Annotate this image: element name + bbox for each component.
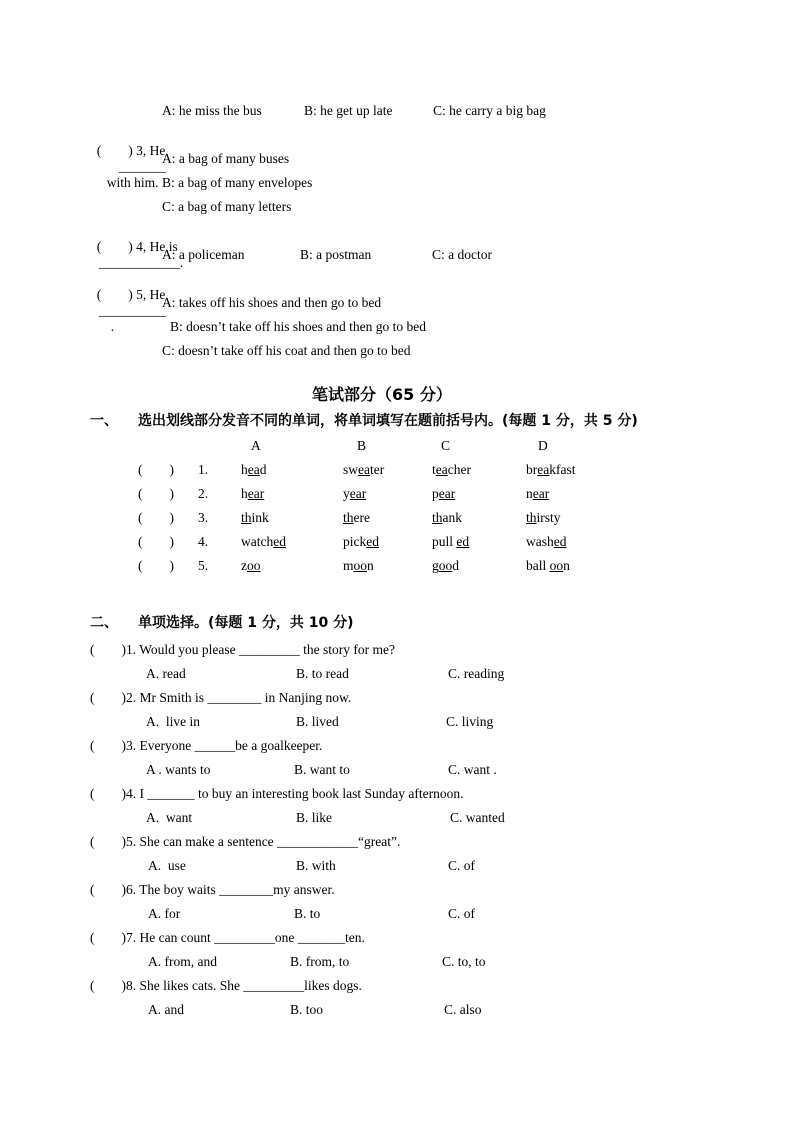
word-part: ere [353, 510, 370, 525]
underlined-letters: ed [456, 534, 470, 549]
section2-number: 二、 [90, 615, 118, 631]
item-number: 5. [198, 558, 209, 573]
word-part: n [563, 558, 570, 573]
choice-option-b[interactable]: B. want to [294, 762, 350, 777]
word-part: d [452, 558, 459, 573]
underlined-letters: ea [358, 462, 370, 477]
choice-option-c[interactable]: C. want . [448, 762, 497, 777]
word-option [343, 534, 379, 550]
underlined-letters: th [526, 510, 537, 525]
q4-blank[interactable]: ____________. [98, 255, 184, 270]
word-option [526, 486, 549, 502]
word-part: n [526, 486, 533, 501]
column-header-d: D [538, 438, 548, 453]
word-part: pick [343, 534, 367, 549]
word-part: n [367, 558, 374, 573]
word-part: sw [343, 462, 359, 477]
word-part: cher [447, 462, 471, 477]
word-part: t [432, 462, 436, 477]
section1-title: 选出划线部分发音不同的单词，将单词填写在题前括号内。(每题 1 分，共 5 分) [138, 413, 638, 429]
q3-tail: with him. [106, 175, 159, 190]
word-part: h [241, 486, 248, 501]
item-number: 3. [198, 510, 209, 525]
choice-option-b[interactable]: B. too [290, 1002, 324, 1017]
q4-option-c: C: a doctor [432, 247, 492, 262]
word-part: ball [526, 558, 550, 573]
word-option [241, 486, 264, 502]
word-part: watch [241, 534, 274, 549]
word-option [432, 510, 462, 526]
word-option [343, 462, 384, 478]
underlined-letters: ed [273, 534, 286, 549]
item-number: 2. [198, 486, 209, 501]
choice-option-c[interactable]: C. of [448, 906, 475, 921]
q2-option-a: A: he miss the bus [162, 103, 262, 118]
q4-option-b: B: a postman [300, 247, 372, 262]
choice-option-a[interactable]: A. read [146, 666, 186, 681]
q5-stem [90, 271, 166, 335]
word-part: kfast [549, 462, 576, 477]
item-number: 1. [198, 462, 209, 477]
q2-option-c: C: he carry a big bag [433, 103, 546, 118]
underlined-letters: ea [435, 462, 448, 477]
word-option [343, 510, 370, 526]
underlined-letters: ed [553, 534, 567, 549]
underlined-letters: ear [247, 486, 265, 501]
underlined-letters: oo [353, 558, 368, 573]
choice-option-a[interactable]: A. and [148, 1002, 184, 1017]
choice-option-a[interactable]: A. want [146, 810, 193, 825]
choice-option-c[interactable]: C. also [444, 1002, 482, 1017]
section1-number: 一、 [90, 413, 118, 429]
q3-option-c: C: a bag of many letters [162, 199, 292, 214]
q5-option-a: A: takes off his shoes and then go to bed [162, 295, 382, 310]
word-option [526, 558, 570, 574]
underlined-letters: ea [537, 462, 550, 477]
word-part: y [343, 486, 350, 501]
word-part: m [343, 558, 354, 573]
q3-stem [90, 127, 166, 191]
choice-option-a[interactable]: A . wants to [146, 762, 211, 777]
question-stem[interactable]: ( )8. She likes cats. She _________likes dogs. [90, 978, 362, 993]
q5-blank[interactable]: __________ [98, 303, 167, 318]
word-part: p [432, 486, 439, 501]
q4-option-a: A: a policeman [162, 247, 245, 262]
q3-paren: ( ) 3, He [96, 143, 166, 158]
answer-bracket[interactable]: ( ) [138, 534, 174, 549]
word-option [241, 558, 261, 574]
word-part: pull [432, 534, 457, 549]
q5-option-c: C: doesn’t take off his coat and then go to bed [162, 343, 411, 358]
choice-option-c[interactable]: C. of [448, 858, 475, 873]
choice-option-a[interactable]: A. live in [146, 714, 200, 729]
choice-option-c[interactable]: C. living [446, 714, 494, 729]
written-part-title: 笔试部分（65 分） [312, 385, 452, 404]
q3-option-b: B: a bag of many envelopes [162, 175, 313, 190]
column-header-b: B [357, 438, 367, 453]
q2-option-b: B: he get up late [304, 103, 393, 118]
underlined-letters: th [343, 510, 354, 525]
word-part: ter [370, 462, 385, 477]
question-stem[interactable]: ( )3. Everyone ______be a goalkeeper. [90, 738, 323, 753]
question-stem[interactable]: ( )7. He can count _________one _______ten. [90, 930, 365, 945]
word-option [241, 462, 266, 478]
choice-option-c[interactable]: C. wanted [450, 810, 505, 825]
q4-paren: ( ) 4, He is [96, 239, 178, 254]
underlined-letters: th [241, 510, 252, 525]
column-header-c: C [441, 438, 451, 453]
answer-bracket[interactable]: ( ) [138, 558, 174, 573]
section2-title: 单项选择。(每题 1 分，共 10 分) [138, 615, 354, 631]
word-part: wash [526, 534, 554, 549]
question-stem[interactable]: ( )4. I _______ to buy an interesting book last Sunday afternoon. [90, 786, 464, 801]
choice-option-a[interactable]: A. use [148, 858, 186, 873]
choice-option-b[interactable]: B. to [294, 906, 321, 921]
question-stem[interactable]: ( )2. Mr Smith is ________ in Nanjing now. [90, 690, 352, 705]
choice-option-c[interactable]: C. reading [448, 666, 505, 681]
q5-option-b: B: doesn’t take off his shoes and then go to bed [170, 319, 426, 334]
underlined-letters: ea [247, 462, 260, 477]
column-header-a: A [251, 438, 261, 453]
word-option [241, 534, 286, 550]
underlined-letters: ear [349, 486, 367, 501]
word-part: ank [442, 510, 463, 525]
choice-option-a[interactable]: A. from, and [148, 954, 217, 969]
choice-option-c[interactable]: C. to, to [442, 954, 486, 969]
underlined-letters: ed [366, 534, 379, 549]
word-option [343, 558, 374, 574]
underlined-letters: oo [549, 558, 564, 573]
choice-option-b[interactable]: B. from, to [290, 954, 350, 969]
word-part: d [259, 462, 267, 477]
word-option [526, 510, 561, 526]
q3-blank[interactable]: _______ [118, 159, 166, 174]
q5-tail: . [110, 319, 115, 334]
answer-bracket[interactable]: ( ) [138, 486, 174, 501]
word-option [432, 534, 469, 550]
choice-option-b[interactable]: B. with [296, 858, 336, 873]
underlined-letters: oo [438, 558, 453, 573]
underlined-letters: oo [247, 558, 261, 573]
q5-paren: ( ) 5, He [96, 287, 166, 302]
word-option [343, 486, 366, 502]
word-option [432, 558, 459, 574]
choice-option-b[interactable]: B. lived [296, 714, 339, 729]
choice-option-a[interactable]: A. for [148, 906, 181, 921]
answer-bracket[interactable]: ( ) [138, 510, 174, 525]
word-option [526, 462, 575, 478]
underlined-letters: ear [438, 486, 456, 501]
q3-option-a: A: a bag of many buses [162, 151, 290, 166]
question-stem[interactable]: ( )1. Would you please _________ the story for me? [90, 642, 395, 657]
question-stem[interactable]: ( )5. She can make a sentence ____________“great”. [90, 834, 401, 849]
word-part: irsty [536, 510, 561, 525]
word-part: g [432, 558, 439, 573]
word-option [432, 462, 471, 478]
word-part: br [526, 462, 538, 477]
word-option [526, 534, 567, 550]
word-part: ink [251, 510, 269, 525]
underlined-letters: th [432, 510, 443, 525]
question-stem[interactable]: ( )6. The boy waits ________my answer. [90, 882, 335, 897]
choice-option-b[interactable]: B. like [296, 810, 332, 825]
word-option [432, 486, 455, 502]
answer-bracket[interactable]: ( ) [138, 462, 174, 477]
word-part: z [241, 558, 247, 573]
word-part: h [241, 462, 248, 477]
underlined-letters: ear [532, 486, 550, 501]
item-number: 4. [198, 534, 209, 549]
word-option [241, 510, 269, 526]
choice-option-b[interactable]: B. to read [296, 666, 349, 681]
